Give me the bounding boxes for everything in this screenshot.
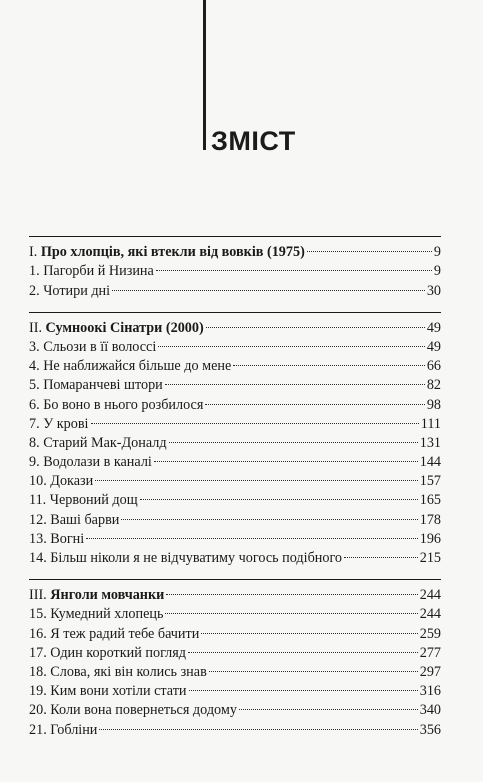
chapter-title: 15. Кумедний хлопець: [29, 606, 164, 623]
chapter-title: 18. Слова, які він колись знав: [29, 663, 207, 680]
toc-section-heading[interactable]: [29, 237, 441, 261]
chapter-title: 10. Докази: [29, 473, 94, 490]
toc-entry[interactable]: [29, 543, 441, 566]
chapter-title: 21. Гобліни: [29, 721, 98, 738]
dot-leader: [158, 332, 425, 351]
section-number: I.: [29, 244, 41, 261]
page-number: 196: [419, 530, 441, 547]
toc-section-heading[interactable]: [29, 580, 441, 604]
chapter-title: 17. Один короткий погляд: [29, 644, 186, 661]
page-number: 49: [426, 319, 441, 336]
chapter-title: 12. Ваші барви: [29, 511, 120, 528]
dot-leader: [188, 638, 418, 657]
page-number: 66: [426, 358, 441, 375]
dot-leader: [205, 389, 424, 408]
page-number: 178: [419, 511, 441, 528]
dot-leader: [154, 447, 418, 466]
dot-leader: [233, 351, 425, 370]
table-of-contents: [29, 236, 441, 738]
dot-leader: [169, 428, 418, 447]
page-number: 30: [426, 282, 441, 299]
chapter-title: 11. Червоний дощ: [29, 492, 138, 509]
chapter-title: 13. Вогні: [29, 530, 85, 547]
dot-leader: [307, 237, 432, 256]
chapter-title: 6. Бо воно в нього розбилося: [29, 396, 204, 413]
chapter-title: 14. Більш ніколи я не відчуватиму чогось подібного: [29, 550, 343, 566]
dot-leader: [121, 504, 417, 523]
chapter-title: 16. Я теж радий тебе бачити: [29, 625, 200, 642]
chapter-title: 19. Ким вони хотіли стати: [29, 683, 187, 700]
page-number: 244: [419, 587, 441, 604]
page-number: 356: [419, 721, 441, 738]
chapter-title: 3. Сльози в її волоссі: [29, 338, 157, 355]
page-number: 82: [426, 377, 441, 394]
dot-leader: [209, 657, 418, 676]
page-number: 111: [420, 415, 441, 432]
dot-leader: [189, 676, 418, 695]
page-number: 316: [419, 683, 441, 700]
toc-section-3: [29, 579, 441, 738]
page-number: 277: [419, 644, 441, 661]
page-number: 259: [419, 625, 441, 642]
page-number: 49: [426, 338, 441, 355]
dot-leader: [165, 370, 425, 389]
dot-leader: [112, 275, 425, 294]
dot-leader: [156, 256, 432, 275]
decorative-vertical-line: [203, 0, 206, 150]
dot-leader: [140, 485, 418, 504]
section-title: Янголи мовчанки: [50, 587, 165, 604]
chapter-title: 2. Чотири дні: [29, 282, 111, 299]
section-number: III.: [29, 587, 51, 604]
chapter-title: 5. Помаранчеві штори: [29, 377, 163, 394]
chapter-title: 20. Коли вона повернеться додому: [29, 702, 237, 719]
page-title: ЗМІСТ: [211, 126, 296, 156]
dot-leader: [206, 313, 425, 332]
page-number: 157: [419, 473, 441, 490]
dot-leader: [165, 599, 417, 618]
dot-leader: [95, 466, 417, 485]
section-title: Сумноокі Сінатри (2000): [45, 319, 204, 336]
toc-entry[interactable]: [29, 428, 441, 451]
dot-leader: [239, 695, 418, 714]
chapter-title: 9. Водолази в каналі: [29, 454, 152, 471]
dot-leader: [99, 714, 417, 733]
toc-entry[interactable]: [29, 524, 441, 547]
page-number: 144: [419, 454, 441, 471]
page-number: 131: [419, 434, 441, 451]
page-number: 98: [426, 396, 441, 413]
dot-leader: [166, 580, 417, 599]
page-number: 165: [419, 492, 441, 509]
dot-leader: [91, 409, 419, 428]
chapter-title: 1. Пагорби й Низина: [29, 263, 154, 280]
section-title: Про хлопців, які втекли від вовків (1975): [40, 244, 305, 261]
dot-leader: [344, 543, 418, 562]
page-number: 215: [419, 550, 441, 566]
page-number: 340: [419, 702, 441, 719]
chapter-title: 7. У крові: [29, 415, 89, 432]
dot-leader: [86, 524, 418, 543]
toc-section-2: [29, 312, 441, 566]
page-number: 9: [433, 263, 441, 280]
toc-entry[interactable]: [29, 409, 441, 432]
toc-section-heading[interactable]: [29, 313, 441, 336]
page-number: 244: [419, 606, 441, 623]
page-number: 9: [433, 244, 441, 261]
chapter-title: 4. Не наближайся більше до мене: [29, 358, 232, 375]
section-number: II.: [29, 319, 46, 336]
chapter-title: 8. Старий Мак-Доналд: [29, 434, 167, 451]
dot-leader: [201, 618, 417, 637]
page-number: 297: [419, 663, 441, 680]
toc-section-1: [29, 236, 441, 299]
